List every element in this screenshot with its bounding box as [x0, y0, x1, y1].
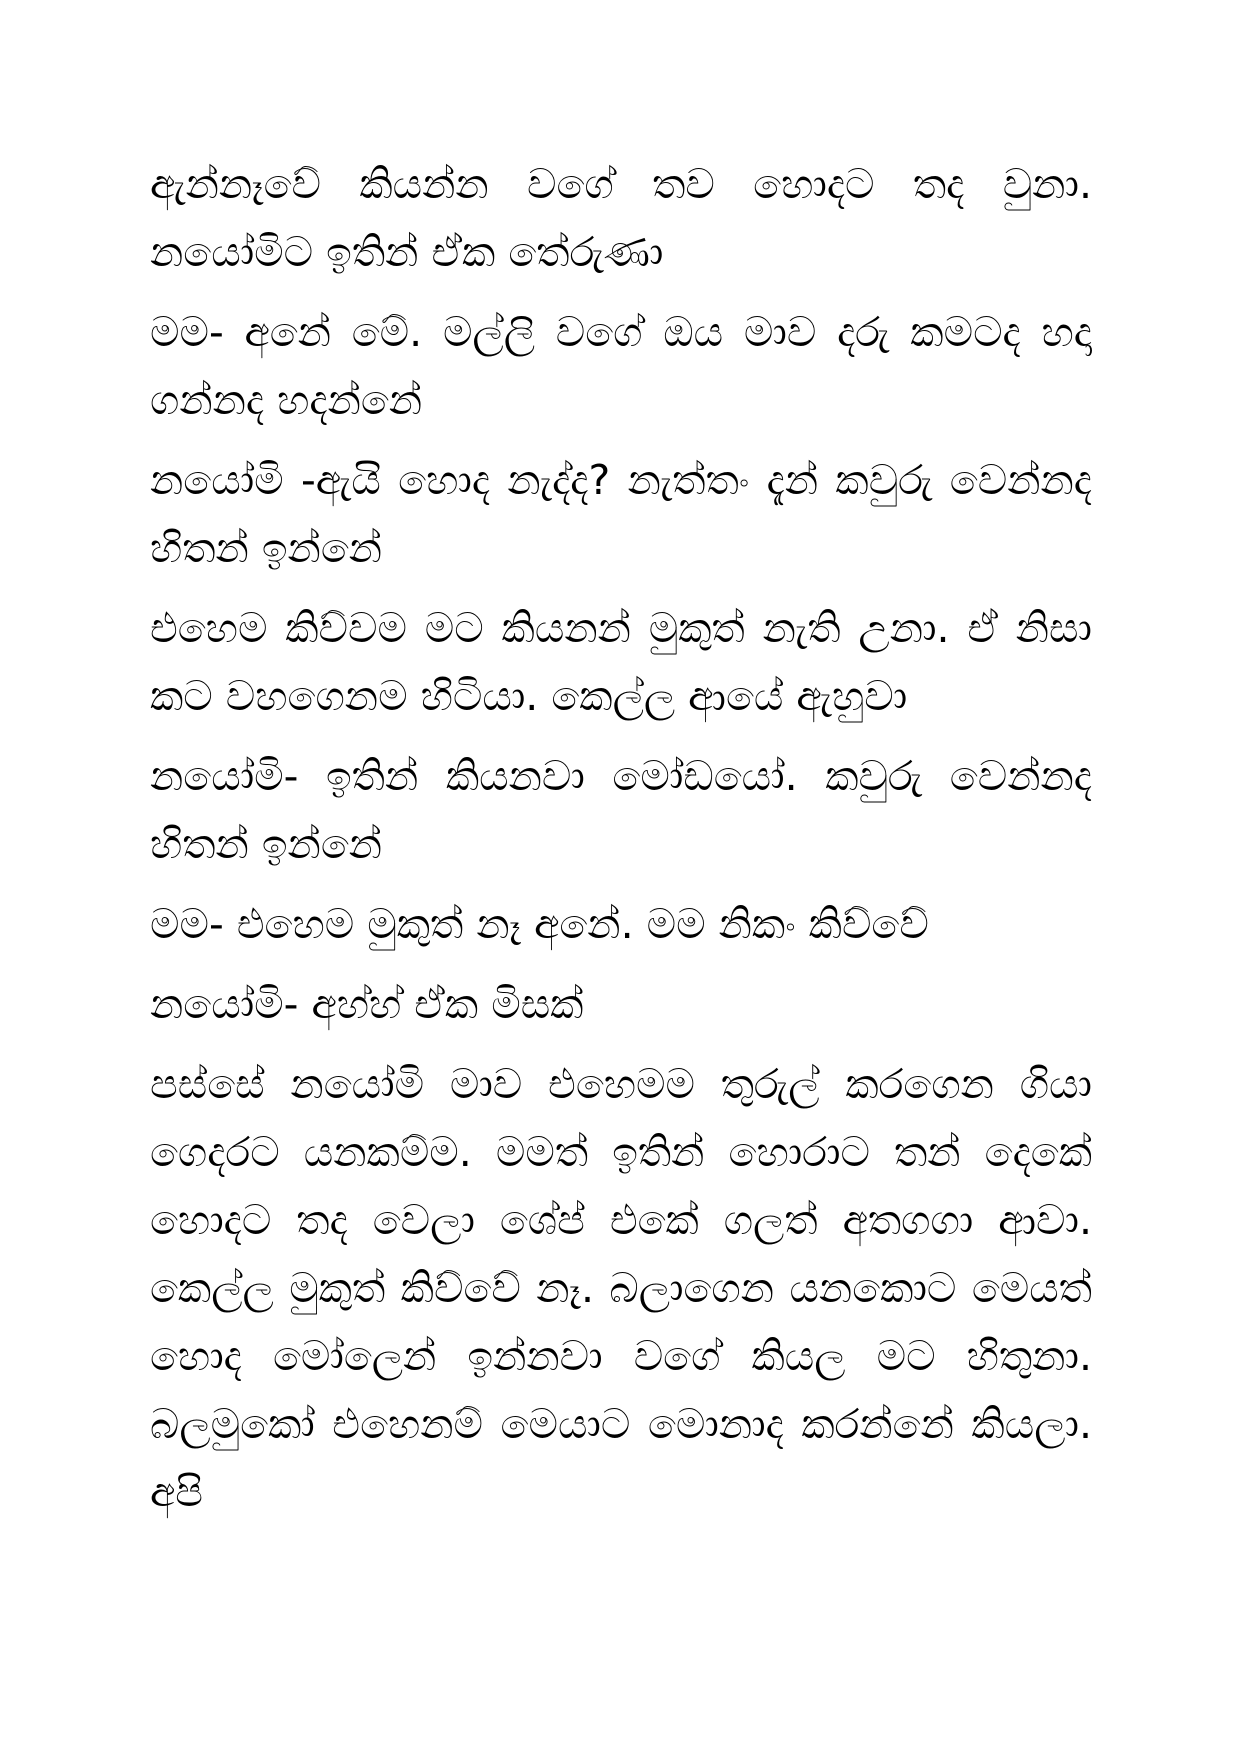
- paragraph-1: ඇන්නෑවේ කියන්න වගේ තව හොදට තද වුනා. නයෝමිට ඉතින් ඒක තේරුණා: [150, 160, 1092, 276]
- paragraph-6: මම- එහෙම මුකුත් නෑ අනේ. මම නිකං කිව්වේ: [150, 900, 929, 948]
- paragraph-5: නයෝමි- ඉතින් කියනවා මෝඩයෝ. කවුරු වෙන්නද හිතන් ඉන්නේ: [150, 752, 1092, 868]
- paragraph-4: එහෙම කිව්වම මට කියනන් මුකුත් නැති උනා. ඒ නිසා කට වහගෙනම හිටියා. කෙල්ල ආයේ ඇහුවා: [150, 604, 1092, 720]
- paragraph-2: මම- අනේ මේ. මල්ලි වගේ ඔය මාව දරු කමටද හදා ගන්නද හදන්නේ: [150, 308, 1092, 424]
- paragraph-8: පස්සේ නයෝමි මාව එහෙමම තුරුල් කරගෙන ගියා ගෙදරට යනකම්ම. මමත් ඉතින් හොරාට තන් දෙකේ හොදට තද වෙලා ශේප් එකේ ගලත් අතගගා ආවා. කෙල්ල මුකුත් කිව්වේ නෑ. බලාගෙන යනකොට මෙයත් හොද මෝලෙන් ඉන්නවා වගේ කියල මට හිතුනා. බලමුකෝ එහෙනම් මෙයාට මොනාද කරන්නේ කියලා. අපි: [150, 1060, 1092, 1516]
- paragraph-3: නයෝමි -ඇයි හොද නැද්ද? නැත්තං දැන් කවුරු වෙන්නද හිතන් ඉන්නේ: [150, 456, 1092, 572]
- paragraph-7: නයෝමි- අහ්හ් ඒක මිසක්: [150, 980, 584, 1028]
